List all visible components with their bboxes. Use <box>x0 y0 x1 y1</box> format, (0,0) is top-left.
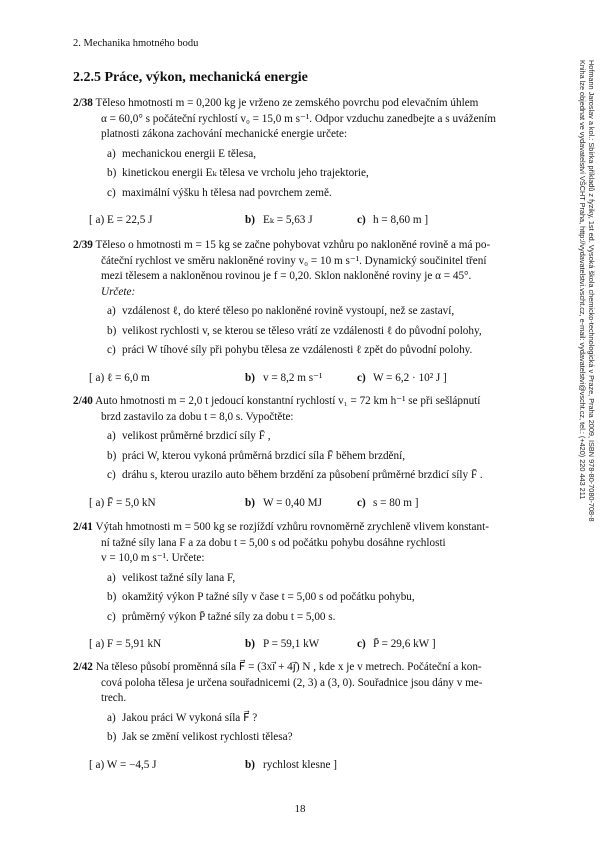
problem-text-line: cová poloha tělesa je určena souřadnicemi (2, 3) a (3, 0). Souřadnice jsou dány v me- <box>101 676 483 689</box>
answer-a: [ a) F = 5,91 kN <box>89 638 162 650</box>
problem-text-line: Výtah hmotnosti m = 500 kg se rozjíždí vzhůru rovnoměrně zrychleně vlivem konstant- <box>95 521 489 533</box>
problem-text-line: čáteční rychlost ve směru nakloněné roviny v₀ = 10 m s⁻¹. Dynamický součinitel tření <box>101 254 487 267</box>
list-item: b) okamžitý výkon P tažné síly v čase t = 5,00 s od počátku pohybu, <box>107 591 415 603</box>
section-title: 2.2.5 Práce, výkon, mechanická energie <box>73 70 308 85</box>
answer-c-label: c) <box>357 496 366 509</box>
list-item: c) průměrný výkon P̄ tažné síly za dobu t = 5,00 s. <box>107 610 336 623</box>
problem-2-42 <box>73 660 541 774</box>
answer-a: [ a) W = −4,5 J <box>89 758 157 771</box>
list-item: b) Jak se změní velikost rychlosti tělesa? <box>107 731 293 743</box>
problem-text-line: brzd zastavilo za dobu t = 8,0 s. Vypočtěte: <box>101 410 294 423</box>
problem-text-line: Auto hmotnosti m = 2,0 t jedoucí konstantní rychlostí v₁ = 72 km h⁻¹ se při sešlápnutí <box>95 395 481 407</box>
answer-b-label: b) <box>245 638 255 650</box>
side-publication-note <box>578 60 596 522</box>
list-item: c) práci W tíhové síly při pohybu tělesa ze vzdálenosti ℓ zpět do původní polohy. <box>107 344 473 356</box>
answer-b: v = 8,2 m s⁻¹ <box>263 371 323 384</box>
problem-text-line: α = 60,0° s počáteční rychlostí v₀ = 15,0 m s⁻¹. Odpor vzduchu zanedbejte a s uvážením <box>101 112 496 125</box>
list-item: a) Jakou práci W vykoná síla F⃗ ? <box>107 711 258 724</box>
side-note-line-1: Hofmann Jaroslav a kol.: Sbírka příkladů z fyziky, 1st ed. Vysoká škola chemicko-technologická v Praze, Praha 2009, ISBN 978-80-7080-708-8 <box>587 60 596 522</box>
side-note-line-2: Kniha lze objednat ve vydavatelství VŠCHT Praha, http://vydavatelstvi.vscht.cz, e-mail: vydavatelstvi@vscht.cz, tel.: (+420) 220 443 211 <box>578 60 587 500</box>
problem-number: 2/41 <box>73 521 93 533</box>
problem-text-line: Těleso o hmotnosti m = 15 kg se začne pohybovat vzhůru po nakloněné rovině a má po- <box>95 239 491 251</box>
problem-2-40 <box>73 394 541 512</box>
problem-number: 2/40 <box>73 395 93 407</box>
answer-b-label: b) <box>245 758 255 771</box>
answer-c: W = 6,2 · 10² J ] <box>373 371 447 384</box>
problem-2-38 <box>73 96 541 229</box>
answer-c: h = 8,60 m ] <box>373 214 429 226</box>
problem-text-line: ní tažné síly lana F a za dobu t = 5,00 s od počátku pohybu dosáhne rychlosti <box>101 536 446 549</box>
answers-row <box>73 371 541 387</box>
list-item: a) mechanickou energii E tělesa, <box>107 147 256 160</box>
answer-b: Eₖ = 5,63 J <box>263 214 313 226</box>
answer-c-label: c) <box>357 638 366 650</box>
problem-text-line: Těleso hmotnosti m = 0,200 kg je vrženo ze zemského povrchu pod elevačním úhlem <box>95 97 479 109</box>
problem-2-41 <box>73 520 541 653</box>
answer-c-label: c) <box>357 214 366 226</box>
problem-text-line: v = 10,0 m s⁻¹. Určete: <box>101 552 205 564</box>
answers-row <box>73 758 541 774</box>
answers-row <box>73 496 541 512</box>
list-item: c) dráhu s, kterou urazilo auto během brzdění za působení průměrné brzdicí síly F̄ . <box>107 469 483 481</box>
problem-text-line: Na těleso působí proměnná síla F⃗ = (3xi⃗ + 4j⃗) N , kde x je v metrech. Počáteční a kon- <box>95 661 482 673</box>
problem-text-line: Určete: <box>101 285 136 298</box>
answer-a: [ a) E = 22,5 J <box>89 214 153 226</box>
list-item: b) práci W, kterou vykoná průměrná brzdicí síla F̄ během brzdění, <box>107 449 406 462</box>
list-item: a) velikost průměrné brzdicí síly F̄ , <box>107 430 271 442</box>
page-number: 18 <box>294 803 306 815</box>
answer-c: P̄ = 29,6 kW ] <box>373 638 436 650</box>
problem-text-line: mezi tělesem a nakloněnou rovinou je f = 0,20. Sklon nakloněné roviny je α = 45°. <box>101 270 472 282</box>
list-item: a) velikost tažné síly lana F, <box>107 571 236 584</box>
problem-text-line: platnosti zákona zachování mechanické energie určete: <box>101 128 348 140</box>
problem-number: 2/39 <box>73 239 93 251</box>
list-item: b) velikost rychlosti v, se kterou se těleso vrátí ze vzdálenosti ℓ do původní polohy, <box>107 324 482 337</box>
answer-a: [ a) ℓ = 6,0 m <box>89 371 150 384</box>
problem-number: 2/38 <box>73 97 93 109</box>
list-item: a) vzdálenost ℓ, do které těleso po nakloněné rovině vystoupí, než se zastaví, <box>107 305 455 317</box>
chapter-header: 2. Mechanika hmotného bodu <box>73 38 199 49</box>
list-item: b) kinetickou energii Eₖ tělesa ve vrcholu jeho trajektorie, <box>107 167 369 179</box>
answer-a: [ a) F̄ = 5,0 kN <box>89 496 156 509</box>
answer-c-label: c) <box>357 371 366 384</box>
answer-b-label: b) <box>245 214 255 226</box>
problem-2-39 <box>73 238 541 387</box>
answer-b: P = 59,1 kW <box>263 638 320 650</box>
answers-row <box>73 637 541 653</box>
problem-text-line: trech. <box>101 692 127 704</box>
answer-b-label: b) <box>245 496 255 509</box>
answer-b: W = 0,40 MJ <box>263 496 322 509</box>
problem-number: 2/42 <box>73 661 93 673</box>
list-item: c) maximální výšku h tělesa nad povrchem země. <box>107 186 332 199</box>
answer-b-label: b) <box>245 371 255 384</box>
answer-b: rychlost klesne ] <box>263 758 337 771</box>
answers-row <box>73 213 541 229</box>
answer-c: s = 80 m ] <box>373 496 419 509</box>
